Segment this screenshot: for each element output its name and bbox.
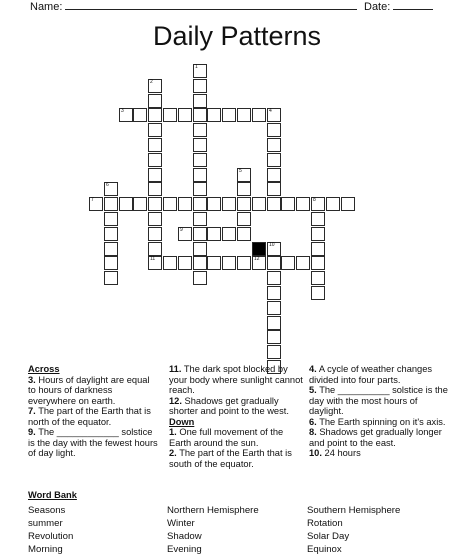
clue-number: 1: [195, 64, 198, 70]
word-bank-item: Morning: [28, 544, 63, 555]
crossword-cell[interactable]: [267, 345, 281, 359]
clues-column-3: [309, 364, 449, 459]
crossword-cell[interactable]: [193, 108, 207, 122]
crossword-cell[interactable]: [193, 227, 207, 241]
date-label: Date:: [364, 1, 391, 13]
clue-across-3: 3. Hours of daylight are equal to hours of darkness everywhere on earth.: [28, 374, 150, 406]
crossword-cell[interactable]: [148, 79, 162, 93]
crossword-cell[interactable]: [311, 227, 325, 241]
crossword-cell[interactable]: [207, 197, 221, 211]
clue-down-1: 1. One full movement of the Earth around the sun.: [169, 427, 284, 448]
crossword-cell[interactable]: [148, 94, 162, 108]
crossword-cell[interactable]: [133, 108, 147, 122]
crossword-cell[interactable]: [104, 271, 118, 285]
crossword-cell[interactable]: [104, 182, 118, 196]
crossword-cell[interactable]: [267, 182, 281, 196]
crossword-cell[interactable]: [341, 197, 355, 211]
crossword-cell[interactable]: [296, 256, 310, 270]
crossword-cell[interactable]: [267, 286, 281, 300]
crossword-cell[interactable]: [237, 182, 251, 196]
crossword-cell[interactable]: [326, 197, 340, 211]
word-bank-item: Revolution: [28, 531, 74, 542]
crossword-cell[interactable]: [207, 108, 221, 122]
clue-down-8: 8. Shadows get gradually longer and point to the east.: [309, 427, 442, 448]
name-label: Name:: [30, 1, 63, 13]
crossword-cell[interactable]: [193, 94, 207, 108]
crossword-cell[interactable]: [119, 108, 133, 122]
word-bank-item: Shadow: [167, 531, 202, 542]
word-bank-item: Rotation: [307, 518, 343, 529]
crossword-cell[interactable]: [237, 197, 251, 211]
clue-down-4: 4. A cycle of weather changes divided into four parts.: [309, 364, 433, 385]
clue-number: 7: [91, 197, 94, 203]
clue-number: 12: [254, 256, 260, 262]
crossword-cell[interactable]: [163, 197, 177, 211]
crossword-cell[interactable]: [193, 242, 207, 256]
crossword-cell[interactable]: [222, 197, 236, 211]
word-bank-item: Equinox: [307, 544, 342, 555]
clue-number: 6: [106, 182, 109, 188]
crossword-cell[interactable]: [148, 197, 162, 211]
crossword-cell[interactable]: [267, 242, 281, 256]
crossword-cell[interactable]: [104, 197, 118, 211]
crossword-cell[interactable]: [148, 212, 162, 226]
word-bank-item: summer: [28, 518, 63, 529]
crossword-cell[interactable]: [104, 212, 118, 226]
crossword-cell[interactable]: [237, 227, 251, 241]
clue-across-11: 11. The dark spot blocked by your body where sunlight cannot reach.: [169, 364, 303, 395]
crossword-cell[interactable]: [178, 256, 192, 270]
crossword-cell[interactable]: [148, 256, 162, 270]
crossword-cell[interactable]: [207, 227, 221, 241]
crossword-cell[interactable]: [193, 123, 207, 137]
word-bank-item: Southern Hemisphere: [307, 505, 401, 516]
crossword-cell[interactable]: [311, 271, 325, 285]
crossword-cell[interactable]: [163, 256, 177, 270]
down-heading: Down: [169, 416, 195, 427]
clue-number: 5: [239, 168, 242, 174]
crossword-cell[interactable]: [193, 256, 207, 270]
crossword-cell[interactable]: [237, 256, 251, 270]
crossword-cell[interactable]: [148, 108, 162, 122]
clue-number: 10: [269, 242, 275, 248]
crossword-cell[interactable]: [163, 108, 177, 122]
crossword-cell[interactable]: [311, 212, 325, 226]
across-heading: Across: [28, 364, 60, 374]
crossword-cell[interactable]: [267, 168, 281, 182]
crossword-cell[interactable]: [296, 197, 310, 211]
crossword-cell[interactable]: [178, 227, 192, 241]
clue-across-12: 12. Shadows get gradually shorter and point to the west.: [169, 395, 289, 416]
clue-number: 11: [150, 256, 156, 262]
crossword-cell[interactable]: [267, 123, 281, 137]
crossword-cell[interactable]: [267, 197, 281, 211]
crossword-cell[interactable]: [222, 227, 236, 241]
clues-column-2: [169, 364, 303, 469]
crossword-cell[interactable]: [193, 212, 207, 226]
crossword-cell[interactable]: [267, 153, 281, 167]
crossword-cell[interactable]: [148, 138, 162, 152]
crossword-cell[interactable]: [267, 330, 281, 344]
crossword-cell[interactable]: [311, 256, 325, 270]
clue-down-5: 5. The __________ solstice is the day with the most hours of daylight.: [309, 385, 448, 416]
word-bank-heading: Word Bank: [28, 490, 77, 500]
crossword-cell[interactable]: [104, 242, 118, 256]
crossword-cell[interactable]: [252, 197, 266, 211]
clue-number: 8: [313, 197, 316, 203]
clue-number: 9: [180, 227, 183, 233]
crossword-cell[interactable]: [222, 256, 236, 270]
crossword-cell[interactable]: [207, 256, 221, 270]
crossword-cell[interactable]: [193, 64, 207, 78]
crossword-cell[interactable]: [267, 108, 281, 122]
crossword-cell[interactable]: [148, 227, 162, 241]
word-bank-item: Winter: [167, 518, 195, 529]
clue-down-6: 6. The Earth spinning on it's axis.: [309, 416, 446, 427]
crossword-cell[interactable]: [148, 168, 162, 182]
crossword-cell[interactable]: [148, 123, 162, 137]
crossword-cell[interactable]: [311, 242, 325, 256]
clue-number: 3: [121, 108, 124, 114]
crossword-cell[interactable]: [104, 227, 118, 241]
word-bank-item: Evening: [167, 544, 202, 555]
crossword-cell[interactable]: [311, 197, 325, 211]
crossword-cell[interactable]: [193, 197, 207, 211]
crossword-cell[interactable]: [148, 242, 162, 256]
crossword-cell[interactable]: [267, 316, 281, 330]
crossword-cell[interactable]: [148, 153, 162, 167]
clue-down-2: 2. The part of the Earth that is south of the equator.: [169, 448, 292, 469]
crossword-cell[interactable]: [119, 197, 133, 211]
crossword-cell[interactable]: [267, 271, 281, 285]
crossword-cell[interactable]: [133, 197, 147, 211]
crossword-cell[interactable]: [237, 168, 251, 182]
crossword-cell[interactable]: [193, 182, 207, 196]
clue-number: 2: [150, 79, 153, 85]
crossword-cell[interactable]: [193, 168, 207, 182]
crossword-block: [252, 242, 266, 256]
crossword-cell[interactable]: [237, 108, 251, 122]
crossword-cell[interactable]: [252, 256, 266, 270]
word-bank-item: Seasons: [28, 505, 66, 516]
crossword-cell[interactable]: [281, 197, 295, 211]
crossword-cell[interactable]: [193, 79, 207, 93]
crossword-cell[interactable]: [281, 256, 295, 270]
crossword-cell[interactable]: [193, 271, 207, 285]
word-bank-item: Northern Hemisphere: [167, 505, 259, 516]
crossword-cell[interactable]: [148, 182, 162, 196]
crossword-cell[interactable]: [193, 138, 207, 152]
crossword-cell[interactable]: [267, 256, 281, 270]
crossword-cell[interactable]: [252, 108, 266, 122]
word-bank-item: Solar Day: [307, 531, 350, 542]
crossword-cell[interactable]: [222, 108, 236, 122]
clue-number: 4: [269, 108, 272, 114]
crossword-cell[interactable]: [267, 138, 281, 152]
crossword-cell[interactable]: [178, 108, 192, 122]
crossword-cell[interactable]: [178, 197, 192, 211]
crossword-cell[interactable]: [311, 286, 325, 300]
crossword-cell[interactable]: [104, 256, 118, 270]
page-title: Daily Patterns: [152, 21, 322, 51]
clues-column-1: [28, 364, 158, 459]
crossword-cell[interactable]: [193, 153, 207, 167]
crossword-cell[interactable]: [267, 301, 281, 315]
crossword-cell[interactable]: [89, 197, 103, 211]
crossword-cell[interactable]: [237, 212, 251, 226]
clue-across-7: 7. The part of the Earth that is north of the equator.: [28, 406, 151, 427]
clue-down-10: 10. 24 hours: [309, 448, 361, 458]
clue-across-9: 9. The ____________ solstice is the day with the fewest hours of day light.: [28, 427, 158, 458]
